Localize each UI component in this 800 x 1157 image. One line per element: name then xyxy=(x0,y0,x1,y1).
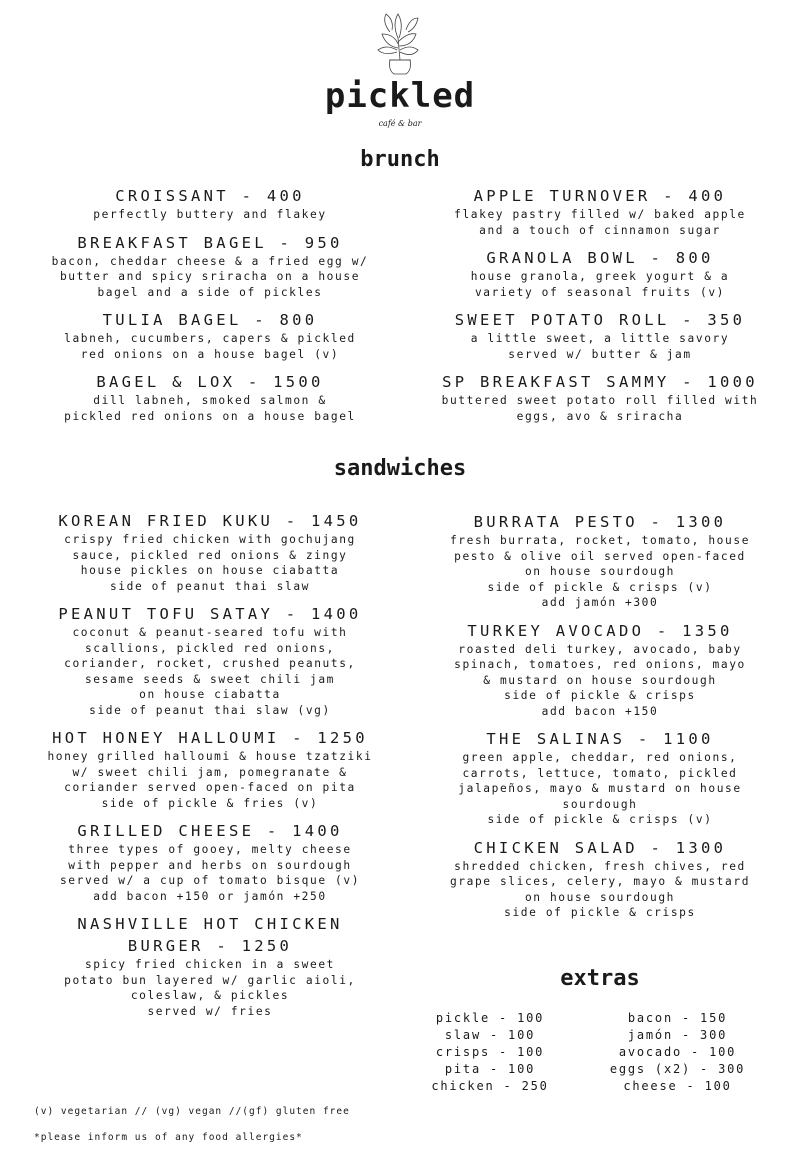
menu-item-name: BREAKFAST BAGEL - 950 xyxy=(77,233,343,252)
menu-item-name: GRILLED CHEESE - 1400 xyxy=(77,822,343,840)
menu-item-name: TURKEY AVOCADO - 1350 xyxy=(467,621,733,640)
menu-item-description: flakey pastry filled w/ baked apple and a touch of cinnamon sugar xyxy=(454,208,746,237)
menu-item-description: coconut & peanut-seared tofu with scallions, pickled red onions, coriander, rocket, crushed peanuts, sesame seeds & sweet chili jam on house ciabatta side of peanut thai slaw (vg) xyxy=(64,626,356,717)
menu-item-description: bacon, cheddar cheese & a fried egg w/ butter and spicy sriracha on a house bagel and a side of pickles xyxy=(51,254,369,299)
menu-item-description: shredded chicken, fresh chives, red grape slices, celery, mayo & mustard on house sourdough side of pickle & crisps xyxy=(449,859,751,919)
list-item: crisps - 100 xyxy=(435,1045,545,1059)
menu-item-description: honey grilled halloumi & house tzatziki w/ sweet chili jam, pomegranate & coriander served open-faced on pita side of pickle & fries (v) xyxy=(47,750,373,810)
list-item: bacon - 150 xyxy=(627,1011,728,1025)
menu-item xyxy=(40,232,380,301)
menu-item xyxy=(420,309,780,362)
brand-name: pickled xyxy=(324,76,476,116)
menu-item xyxy=(420,728,780,828)
menu-item-description: buttered sweet potato roll filled with eggs, avo & sriracha xyxy=(441,394,759,423)
menu-item-name: APPLE TURNOVER - 400 xyxy=(473,187,727,205)
brunch-left-column xyxy=(40,185,380,424)
list-item: cheese - 100 xyxy=(623,1079,732,1093)
menu-item-description: house granola, greek yogurt & a variety of seasonal fruits (v) xyxy=(470,270,730,299)
menu-item-name: BAGEL & LOX - 1500 xyxy=(96,373,324,391)
menu-item xyxy=(420,247,780,300)
menu-item-name: BURRATA PESTO - 1300 xyxy=(473,513,727,531)
allergy-note: *please inform us of any food allergies* xyxy=(34,1132,303,1143)
menu-item-description: perfectly buttery and flakey xyxy=(93,208,327,221)
menu-item-name: THE SALINAS - 1100 xyxy=(486,730,714,748)
menu-item xyxy=(30,727,390,811)
list-item: pita - 100 xyxy=(444,1062,536,1076)
section-title-extras: extras xyxy=(560,966,640,991)
list-item: slaw - 100 xyxy=(444,1028,536,1042)
footer xyxy=(34,1092,350,1157)
list-item: chicken - 250 xyxy=(431,1079,549,1093)
menu-item xyxy=(40,185,380,223)
dietary-legend: (v) vegetarian // (vg) vegan //(gf) gluten free xyxy=(34,1106,350,1117)
menu-item-name: NASHVILLE HOT CHICKEN BURGER - 1250 xyxy=(77,915,343,955)
menu-item-name: PEANUT TOFU SATAY - 1400 xyxy=(58,605,362,623)
brunch-right-column xyxy=(420,185,780,424)
brand-tagline: café & bar xyxy=(378,119,422,128)
menu-item-name: SWEET POTATO ROLL - 350 xyxy=(454,311,746,329)
menu-item-description: dill labneh, smoked salmon & pickled red onions on a house bagel xyxy=(64,394,356,423)
menu-item xyxy=(30,510,390,594)
menu-item-name: HOT HONEY HALLOUMI - 1250 xyxy=(52,729,368,747)
section-title-brunch: brunch xyxy=(360,147,440,172)
menu-item-description: labneh, cucumbers, capers & pickled red onions on a house bagel (v) xyxy=(64,332,356,361)
menu-item-name: GRANOLA BOWL - 800 xyxy=(486,249,714,267)
menu-item-name: CROISSANT - 400 xyxy=(115,187,305,205)
menu-item xyxy=(420,837,780,921)
list-item: eggs (x2) - 300 xyxy=(609,1062,746,1076)
menu-item xyxy=(40,309,380,362)
menu-item-description: three types of gooey, melty cheese with pepper and herbs on sourdough served w/ a cup of tomato bisque (v) add bacon +150 or jamón +250 xyxy=(59,843,361,903)
list-item: jamón - 300 xyxy=(627,1028,728,1042)
menu-item-description: green apple, cheddar, red onions, carrots, lettuce, tomato, pickled jalapeños, mayo & mustard on house sourdough side of pickle & crisps (v) xyxy=(458,751,742,826)
menu-item-description: a little sweet, a little savory served w/ butter & jam xyxy=(470,332,730,361)
extras-right-list xyxy=(595,1010,760,1095)
menu-item xyxy=(420,620,780,720)
menu-item-name: KOREAN FRIED KUKU - 1450 xyxy=(58,512,362,530)
menu-item xyxy=(40,371,380,424)
menu-item xyxy=(420,371,780,424)
menu-item-description: roasted deli turkey, avocado, baby spinach, tomatoes, red onions, mayo & mustard on house sourdough side of pickle & crisps add bacon +150 xyxy=(454,642,746,718)
menu-item xyxy=(420,511,780,611)
extras-left-list xyxy=(420,1010,560,1095)
menu-item-name: TULIA BAGEL - 800 xyxy=(102,311,318,329)
menu-item xyxy=(30,603,390,718)
menu-item xyxy=(420,185,780,238)
section-title-sandwiches: sandwiches xyxy=(333,456,467,481)
menu-item xyxy=(30,820,390,904)
list-item: pickle - 100 xyxy=(435,1011,545,1025)
menu-item-description: spicy fried chicken in a sweet potato bun layered w/ garlic aioli, coleslaw, & pickles served w/ fries xyxy=(64,958,356,1018)
menu-item-description: fresh burrata, rocket, tomato, house pesto & olive oil served open-faced on house sourdough side of pickle & crisps (v) add jamón +300 xyxy=(449,534,751,609)
list-item: avocado - 100 xyxy=(618,1045,737,1059)
menu-item-description: crispy fried chicken with gochujang sauce, pickled red onions & zingy house pickles on house ciabatta side of peanut thai slaw xyxy=(64,533,356,593)
menu-item xyxy=(30,913,390,1019)
sandwiches-left-column xyxy=(30,510,390,1019)
potted-plant-icon xyxy=(368,8,428,78)
menu-item-name: SP BREAKFAST SAMMY - 1000 xyxy=(442,373,758,391)
sandwiches-right-column xyxy=(420,511,780,921)
menu-item-name: CHICKEN SALAD - 1300 xyxy=(473,838,727,857)
